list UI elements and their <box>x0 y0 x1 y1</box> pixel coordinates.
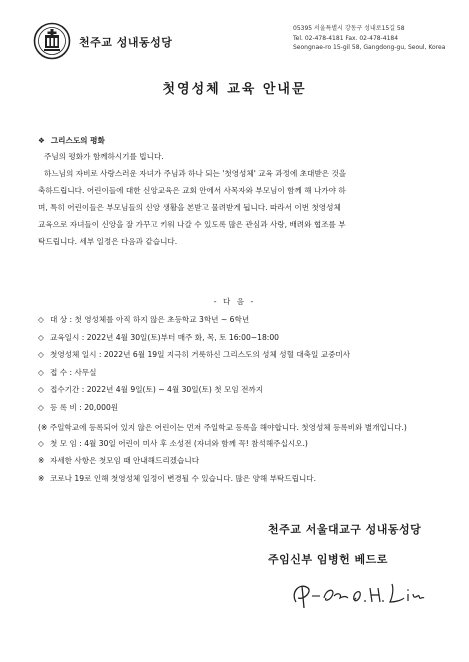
diamond-bullet-icon: ◇ <box>38 402 44 412</box>
diamond-bullet-icon: ◇ <box>38 332 44 342</box>
details-list <box>38 314 438 490</box>
detail-item: ◇ 교육일시 : 2022년 4월 30일(토)부터 매주 화, 목, 토 16:00~18:00 <box>38 332 280 342</box>
note-item: ※ 코로나 19로 인해 첫영성체 일정이 변경될 수 있습니다. 많은 양해 부탁드립니다. <box>38 473 317 483</box>
address-line: 05395 서울특별시 강동구 성내로15길 58 <box>293 25 405 32</box>
diamond-bullet-icon: ◇ <box>38 438 44 448</box>
detail-item: ◇ 접수기간 : 2022년 4월 9일(토) ~ 4월 30일(토) 첫 모임 전까지 <box>38 385 264 395</box>
handwritten-signature <box>286 574 426 614</box>
diamond-bullet-icon: ◇ <box>38 367 44 377</box>
detail-item: ◇ 접 수 : 사무실 <box>38 367 97 377</box>
signature-org: 천주교 서울대교구 성내동성당 <box>268 523 422 536</box>
phone-fax-line: Tel. 02-478-4181 Fax. 02-478-4184 <box>293 34 399 42</box>
detail-item: ◇ 대 상 : 첫 영성체를 아직 하지 않은 초등학교 3학년 ~ 6학년 <box>38 315 250 324</box>
paragraph-line: 며, 특히 어린이들은 부모님들의 신앙 생활을 본받고 물려받게 됩니다. 따라서 이번 첫영성체 <box>38 203 341 212</box>
details-divider: - 다 음 - <box>213 297 256 306</box>
greeting-heading: ❖ 그리스도의 평화 <box>38 136 105 145</box>
document-title: 첫영성체 교육 안내문 <box>162 82 307 97</box>
signature-block <box>268 521 421 567</box>
reference-mark-icon: ※ <box>38 473 45 483</box>
church-address <box>293 24 445 53</box>
diamond-bullet-icon: ◇ <box>38 315 44 324</box>
diamond-bullet-icon: ❖ <box>38 136 45 145</box>
reference-mark-icon: ※ <box>38 456 45 466</box>
paragraph-line: 탁드립니다. 세부 일정은 다음과 같습니다. <box>38 237 178 246</box>
diamond-bullet-icon: ◇ <box>38 385 44 395</box>
church-name: 천주교 성내동성당 <box>79 36 173 49</box>
paragraph-line: 교육으로 자녀들이 신앙을 잘 가꾸고 키워 나갈 수 있도록 많은 관심과 사랑, 배려와 협조를 부 <box>38 220 346 229</box>
paragraph-line: 축하드립니다. 어린이들에 대한 신앙교육은 교회 안에서 사목자와 부모님이 함께 해 나가야 하 <box>38 186 346 195</box>
diamond-bullet-icon: ◇ <box>38 350 44 360</box>
detail-item: ◇ 첫 모 임 : 4월 30일 어린이 미사 후 소성전 (자녀와 함께 꼭! 참석해주십시오.) <box>38 438 308 448</box>
detail-item: ◇ 등 록 비 : 20,000원 <box>38 402 119 412</box>
registration-note: (※ 주일학교에 등록되어 있지 않은 어린이는 먼저 주일학교 등록을 해야합니다. 첫영성체 등록비와 별개입니다.) <box>38 422 407 432</box>
greeting-line: 주님의 평화가 함께하시기를 빕니다. <box>44 152 164 161</box>
paragraph-line: 하느님의 자비로 사랑스러운 자녀가 주님과 하나 되는 '첫영성체' 교육 과정에 초대받은 것을 <box>44 169 347 178</box>
address-english-line: Seongnae-ro 15-gil 58, Gangdong-gu, Seoul, Korea <box>293 44 446 51</box>
note-item: ※ 자세한 사항은 첫모임 때 안내해드리겠습니다 <box>38 456 200 466</box>
intro-paragraph <box>38 168 436 253</box>
detail-item: ◇ 첫영성체 일시 : 2022년 6월 19일 지극히 거룩하신 그리스도의 성체 성혈 대축일 교중미사 <box>38 350 351 360</box>
church-logo-icon <box>33 22 71 60</box>
signature-pastor: 주임신부 임병헌 베드로 <box>268 553 388 566</box>
